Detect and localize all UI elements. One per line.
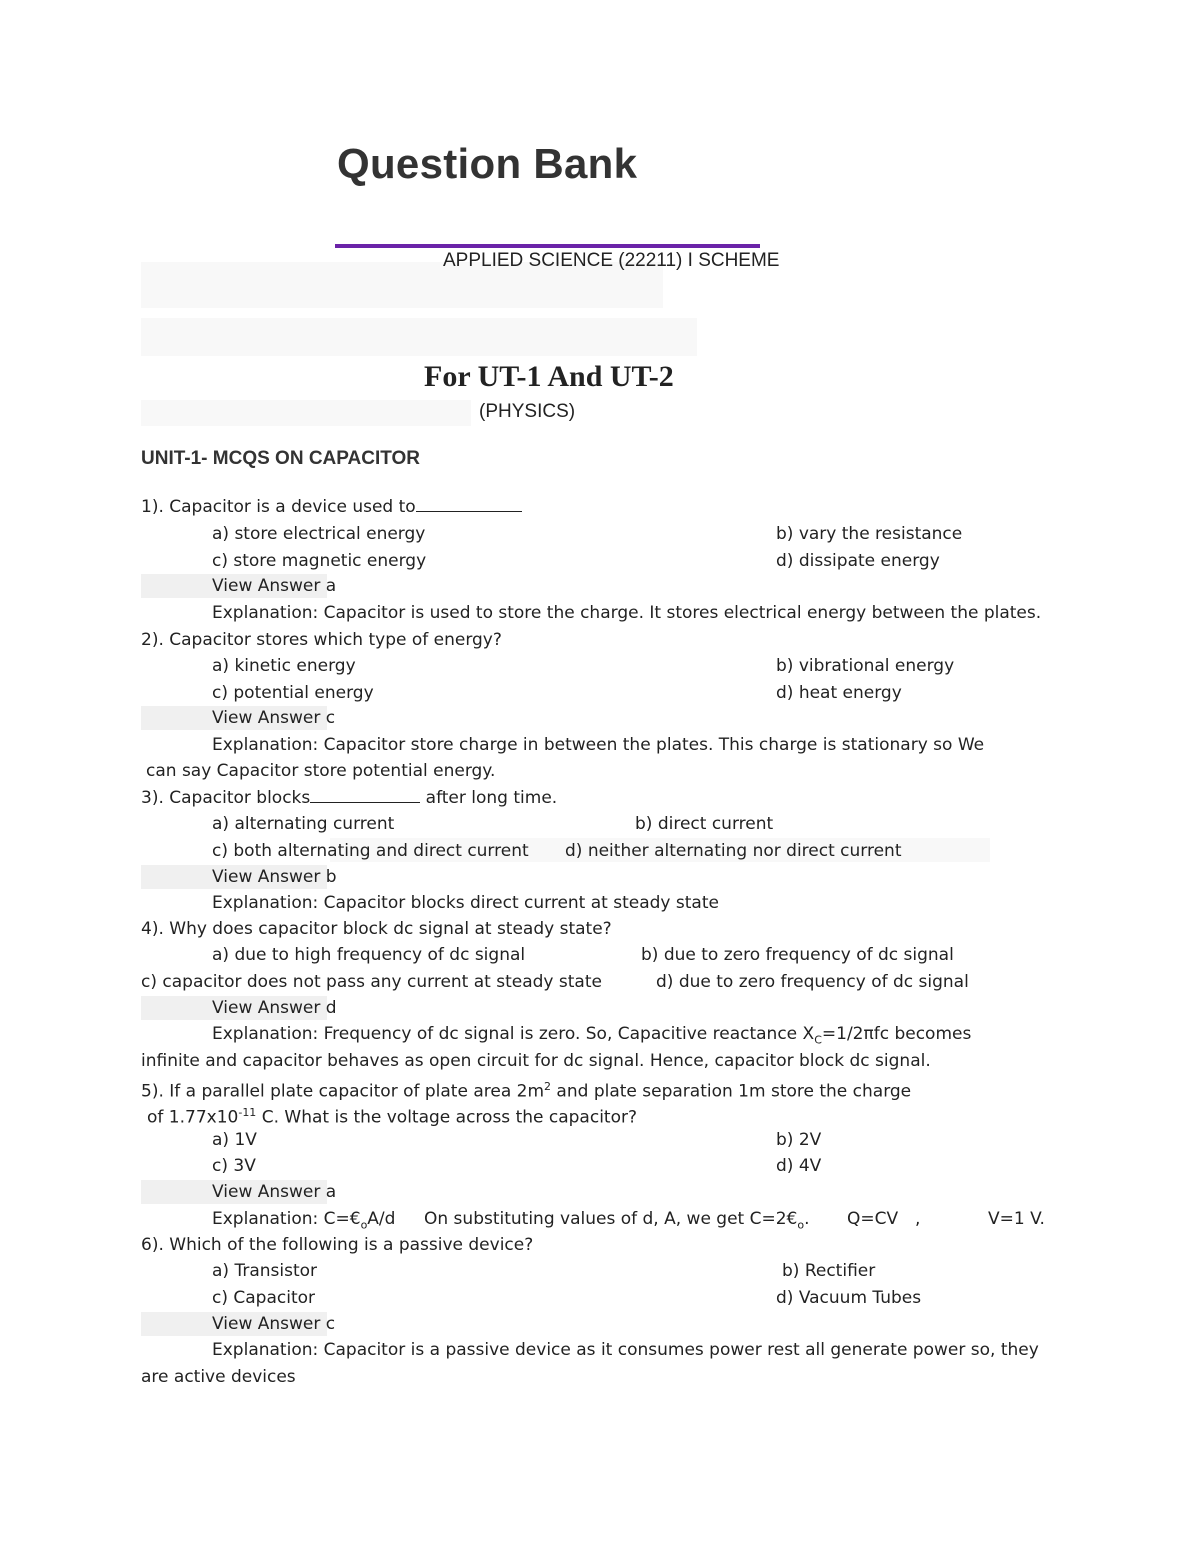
option-c: c) potential energy [212, 683, 374, 703]
explanation-continued: are active devices [141, 1367, 296, 1387]
option-c: c) both alternating and direct current [212, 841, 529, 861]
option-b: b) due to zero frequency of dc signal [641, 945, 954, 965]
question-5-stem-2-end: C. What is the voltage across the capacitor? [256, 1107, 637, 1128]
subscript: o [797, 1218, 805, 1232]
section-label: (PHYSICS) [479, 401, 576, 422]
answer-blank [416, 496, 522, 512]
option-b: b) vibrational energy [776, 656, 955, 676]
subscript: C [814, 1033, 822, 1047]
question-3-stem-end: after long time. [425, 788, 558, 808]
explanation [212, 1208, 395, 1236]
view-answer-link[interactable]: View Answer c [212, 1314, 336, 1334]
option-c: c) store magnetic energy [212, 551, 427, 571]
explanation-text: Explanation: Frequency of dc signal is zero. So, Capacitive reactance X [212, 1024, 815, 1044]
explanation-text: . [804, 1209, 810, 1229]
subject-line: APPLIED SCIENCE (22211) I SCHEME [443, 250, 780, 271]
question-5 [141, 1076, 911, 1103]
question-2: 2). Capacitor stores which type of energy? [141, 630, 502, 650]
option-b: b) direct current [635, 814, 774, 834]
exam-heading: For UT-1 And UT-2 [424, 360, 674, 393]
option-d: d) neither alternating nor direct current [565, 841, 902, 861]
superscript: -11 [238, 1106, 257, 1119]
explanation-text-end: =1/2πfc becomes [821, 1024, 972, 1044]
explanation: Explanation: Capacitor store charge in between the plates. This charge is stationary so We [212, 735, 985, 755]
question-3 [141, 787, 557, 809]
view-answer-link[interactable]: View Answer c [212, 708, 336, 728]
explanation-continued: can say Capacitor store potential energy. [146, 761, 496, 781]
explanation: Explanation: Capacitor is a passive device as it consumes power rest all generate power so, they [212, 1340, 1039, 1360]
question-6: 6). Which of the following is a passive device? [141, 1235, 534, 1255]
question-5-stem-end: and plate separation 1m store the charge [551, 1081, 912, 1102]
option-a: a) store electrical energy [212, 524, 426, 544]
explanation: Explanation: Capacitor is used to store the charge. It stores electrical energy between the plates. [212, 603, 1042, 623]
view-answer-link[interactable]: View Answer a [212, 576, 337, 596]
option-d: d) 4V [776, 1156, 822, 1176]
option-a: a) alternating current [212, 814, 395, 834]
question-5-stem: 5). If a parallel plate capacitor of plate area 2m [141, 1081, 545, 1102]
explanation-comma: , [915, 1209, 921, 1229]
explanation-text: A/d [367, 1209, 396, 1229]
explanation [212, 1023, 971, 1051]
question-1 [141, 496, 522, 518]
option-b: b) 2V [776, 1130, 822, 1150]
superscript: 2 [544, 1080, 552, 1093]
answer-blank [310, 787, 420, 803]
shade-block [141, 318, 697, 356]
question-5-stem-2: of 1.77x10 [147, 1107, 239, 1128]
view-answer-link[interactable]: View Answer d [212, 998, 337, 1018]
explanation-formula: Q=CV [847, 1209, 899, 1229]
option-d: d) heat energy [776, 683, 902, 703]
subscript: o [360, 1218, 368, 1232]
explanation: Explanation: Capacitor blocks direct current at steady state [212, 893, 719, 913]
option-a: a) kinetic energy [212, 656, 356, 676]
option-c: c) 3V [212, 1156, 256, 1176]
explanation-text: On substituting values of d, A, we get C=2€ [424, 1209, 798, 1229]
option-b: b) Rectifier [782, 1261, 876, 1281]
question-3-stem: 3). Capacitor blocks [141, 788, 311, 808]
question-1-stem: 1). Capacitor is a device used to [141, 497, 416, 517]
view-answer-link[interactable]: View Answer b [212, 867, 337, 887]
explanation-result: V=1 V. [988, 1209, 1045, 1229]
explanation-continued: infinite and capacitor behaves as open circuit for dc signal. Hence, capacitor block dc signal. [141, 1051, 931, 1071]
question-5-continued [147, 1102, 637, 1129]
question-4: 4). Why does capacitor block dc signal at steady state? [141, 919, 612, 939]
explanation-text: Explanation: C=€ [212, 1209, 361, 1229]
option-d: d) due to zero frequency of dc signal [656, 972, 969, 992]
page-title: Question Bank [337, 140, 638, 187]
option-a: a) Transistor [212, 1261, 318, 1281]
unit-heading: UNIT-1- MCQS ON CAPACITOR [141, 448, 421, 469]
option-d: d) Vacuum Tubes [776, 1288, 922, 1308]
view-answer-link[interactable]: View Answer a [212, 1182, 337, 1202]
option-a: a) due to high frequency of dc signal [212, 945, 526, 965]
shade-block [141, 400, 471, 426]
option-c: c) Capacitor [212, 1288, 316, 1308]
option-b: b) vary the resistance [776, 524, 963, 544]
explanation-substitution [424, 1208, 810, 1236]
title-underline [335, 244, 760, 248]
option-c: c) capacitor does not pass any current at steady state [141, 972, 602, 992]
option-a: a) 1V [212, 1130, 257, 1150]
option-d: d) dissipate energy [776, 551, 940, 571]
